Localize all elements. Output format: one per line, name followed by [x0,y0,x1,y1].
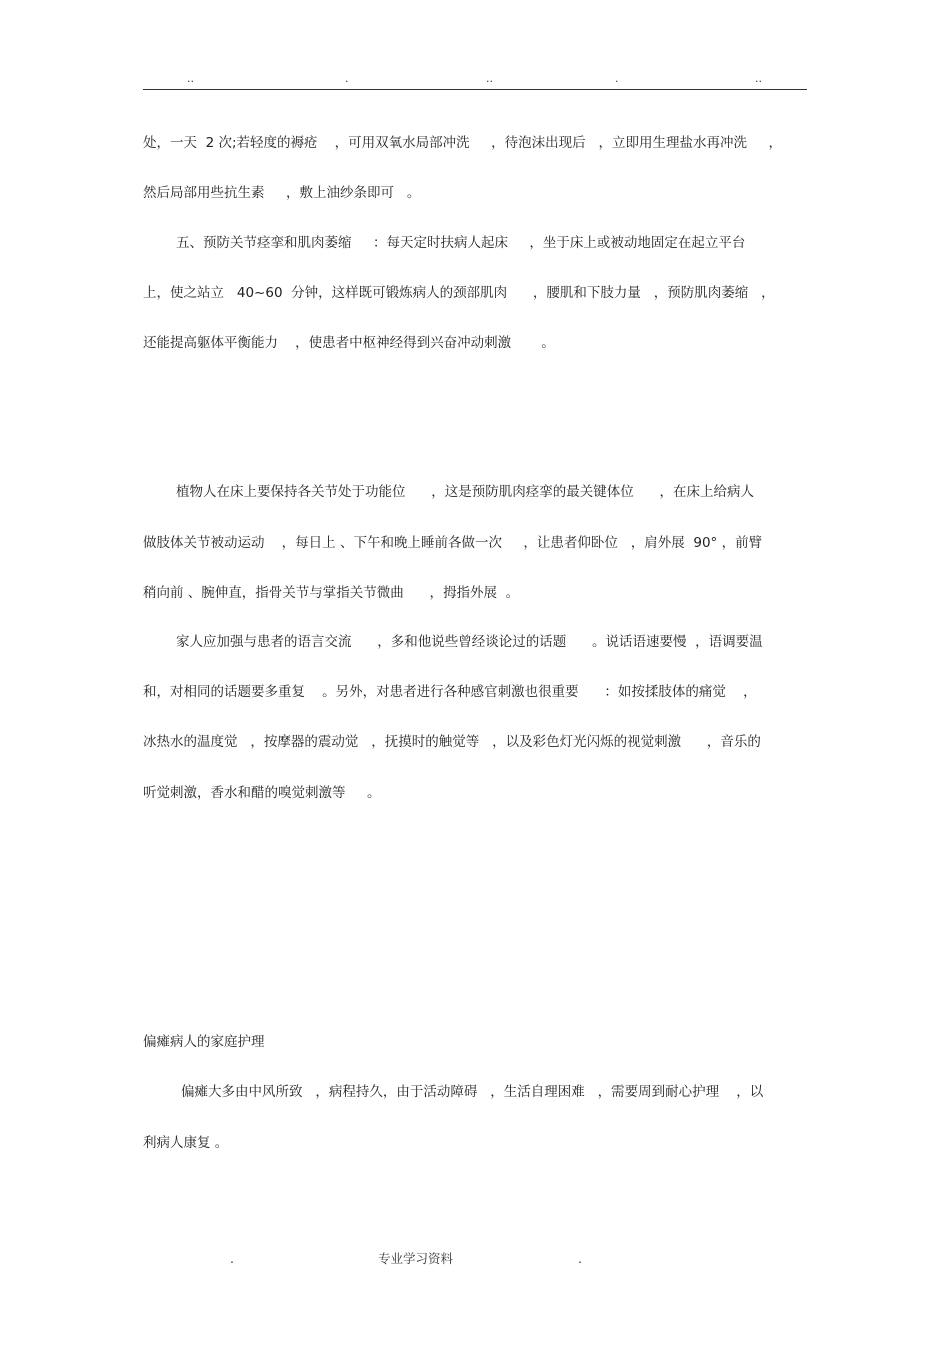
header-mark-5: .. [755,72,762,85]
text-line: 然后局部用些抗生素 ，敷上油纱条即可 。 [143,185,421,201]
text-line: 上，使之站立 40~60 分钟，这样既可锻炼病人的颈部肌肉 ，腰肌和下肢力量 ，预防肌肉萎缩 ， [143,285,775,301]
header-mark-4: . [615,72,619,85]
text-line: 还能提高躯体平衡能力 ，使患者中枢神经得到兴奋冲动刺激 。 [143,335,555,351]
text-line: 稍向前 、腕伸直，指骨关节与掌指关节微曲 ，拇指外展 。 [143,585,520,601]
header-mark-1: .. [187,72,194,85]
header-mark-3: .. [486,72,493,85]
paragraph-first-line: 植物人在床上要保持各关节处于功能位 ，这是预防肌肉痉挛的最关键体位 ，在床上给病人 [176,484,754,500]
paragraph-first-line: 偏瘫大多由中风所致 ，病程持久，由于活动障碍 ，生活自理困难 ，需要周到耐心护理 ，以 [181,1084,764,1100]
text-line: 做肢体关节被动运动 ，每日上 、下午和晚上睡前各做一次 ，让患者仰卧位 ，肩外展 90° ，前臂 [143,535,763,551]
footer-text: 专业学习资料 [378,1251,454,1266]
page-header [143,72,807,90]
text-line: 冰热水的温度觉 ，按摩器的震动觉 ，抚摸时的触觉等 ，以及彩色灯光闪烁的视觉刺激 ，音乐的 [143,734,761,750]
header-mark-2: . [345,72,349,85]
paragraph-first-line: 五、预防关节痉挛和肌肉萎缩 ：每天定时扶病人起床 ，坐于床上或被动地固定在起立平台 [176,235,746,251]
text-line: 听觉刺激，香水和醋的嗅觉刺激等 。 [143,785,381,801]
text-line: 利病人康复 。 [143,1135,229,1151]
paragraph-first-line: 家人应加强与患者的语言交流 ，多和他说些曾经谈论过的话题 。说话语速要慢 ，语调要温 [176,634,763,650]
text-line: 和，对相同的话题要多重复 。另外，对患者进行各种感官刺激也很重要 ：如按揉肢体的痛觉 ， [143,684,757,700]
section-heading: 偏瘫病人的家庭护理 [143,1034,265,1050]
footer-mark-right: . [578,1251,582,1266]
footer-mark-left: . [230,1251,234,1266]
text-line: 处，一天 2 次;若轻度的褥疮 ，可用双氧水局部冲洗 ，待泡沫出现后 ，立即用生理盐水再冲洗 ， [143,135,782,151]
